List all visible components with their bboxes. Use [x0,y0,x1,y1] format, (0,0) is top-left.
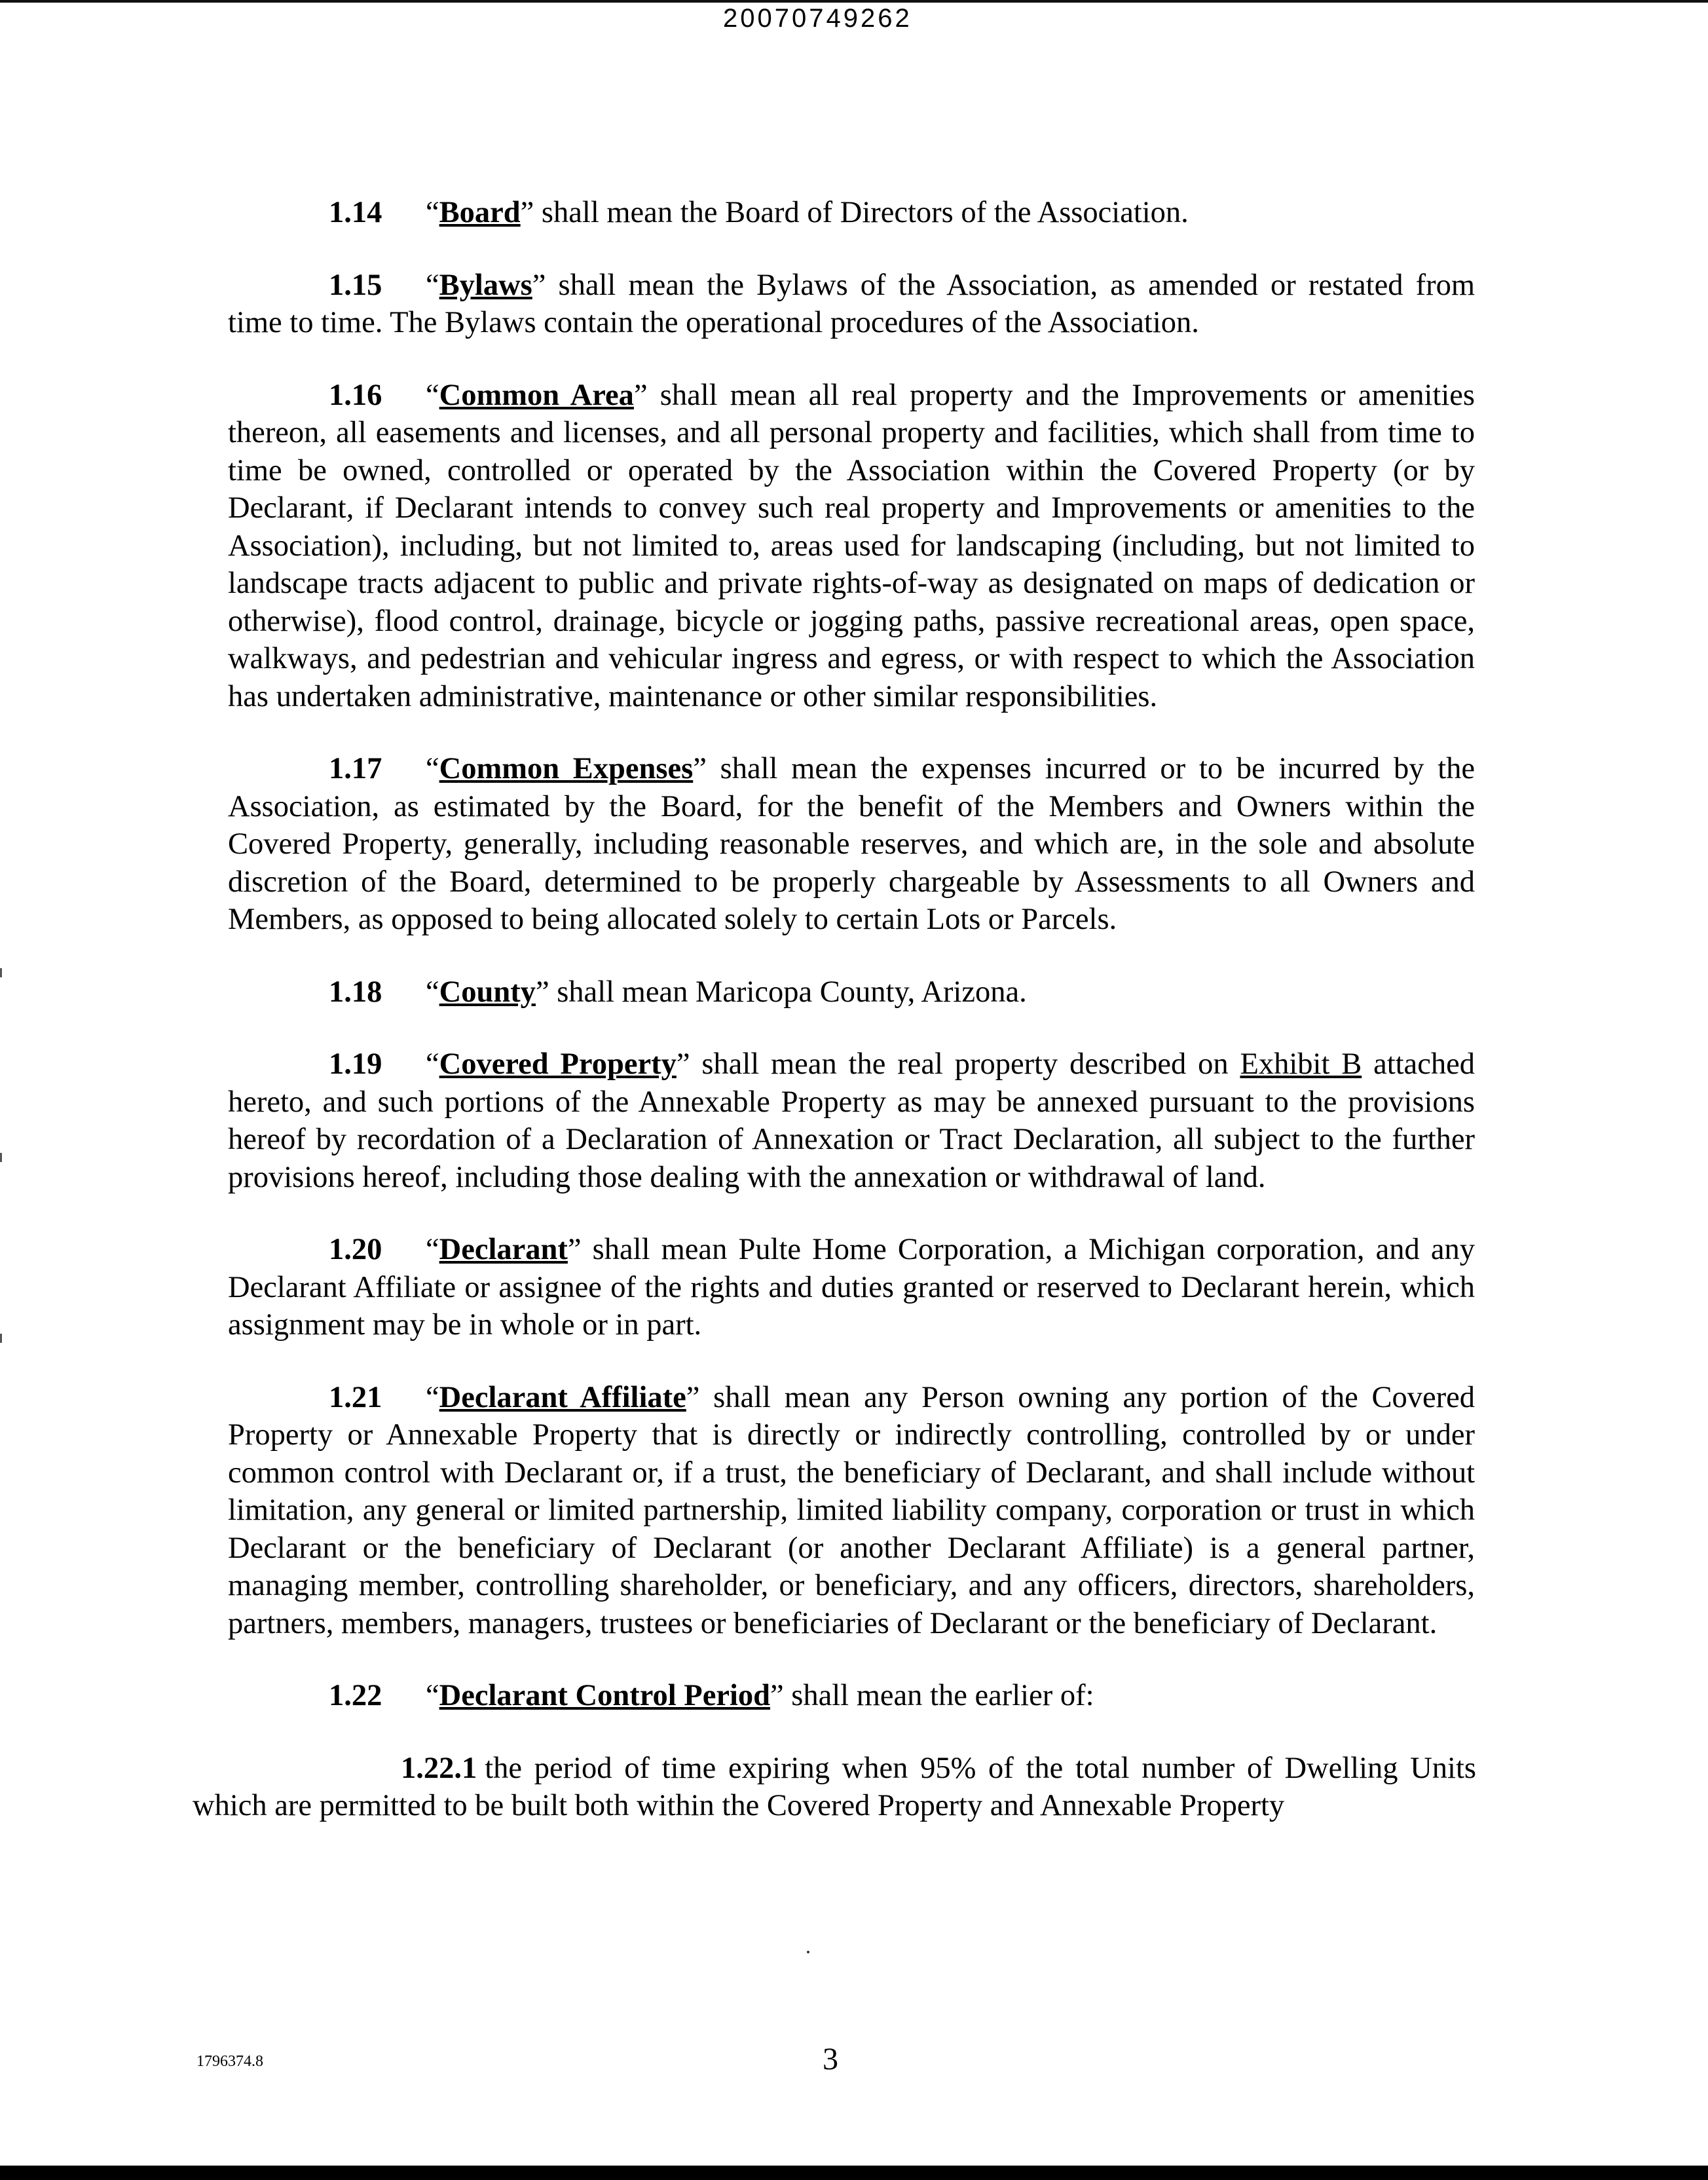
definition-paragraph [228,1231,1475,1344]
scan-top-border [0,0,1708,3]
definition-paragraph [228,750,1475,939]
close-quote: ” [520,196,534,229]
close-quote: ” [567,1233,582,1266]
close-quote: ” [633,378,648,412]
open-quote: “ [426,1047,439,1081]
close-quote: ” [770,1679,784,1712]
definition-paragraph [228,1379,1475,1643]
section-number: 1.19 [329,1047,382,1081]
section-number: 1.21 [329,1380,382,1414]
section-number: 1.20 [329,1233,382,1266]
open-quote: “ [426,1679,439,1712]
section-number: 1.16 [329,378,382,412]
defined-term: Bylaws [439,268,532,302]
close-quote: ” [532,268,546,302]
section-number: 1.14 [329,196,382,229]
subsection-paragraph [193,1750,1476,1825]
open-quote: “ [426,196,439,229]
exhibit-reference: Exhibit B [1240,1047,1362,1081]
definition-paragraph [228,1045,1475,1196]
defined-term: Declarant Control Period [439,1679,771,1712]
subsection-text: the period of time expiring when 95% of the total number of Dwelling Units which are permitted to be built both within the Covered Property and Annexable Property [193,1751,1476,1822]
definition-paragraph [228,973,1475,1011]
definition-text: shall mean all real property and the Improvements or amenities thereon, all easements and licenses, and all personal property and facilities, which shall from time to time be owned, controlled or operated by the Association within the Covered Property (or by Declarant, if Declarant intends to convey such real property and Improvements or amenities to the Association), including, but not limited to, areas used for landscaping (including, but not limited to landscape tracts adjacent to public and private rights-of-way as designated on maps of dedication or otherwise), flood control, drainage, bicycle or jogging paths, passive recreational areas, open space, walkways, and pedestrian and vehicular ingress and egress, or with respect to which the Association has undertaken administrative, maintenance or other similar responsibilities. [228,378,1475,713]
definition-paragraph [228,194,1475,232]
scan-edge-mark [0,1153,2,1162]
definition-text: shall mean Pulte Home Corporation, a Michigan corporation, and any Declarant Affiliate or assignee of the rights and duties granted or reserved to Declarant herein, which assignment may be in whole or in part. [228,1233,1475,1342]
definition-text: shall mean the Board of Directors of the Association. [534,196,1189,229]
close-quote: ” [535,975,549,1009]
scan-top-mark [1045,0,1170,3]
definition-text: shall mean the Bylaws of the Association, as amended or restated from time to time. The Bylaws contain the operational procedures of the Association. [228,268,1475,339]
open-quote: “ [426,752,439,785]
definition-text: shall mean Maricopa County, Arizona. [549,975,1027,1009]
section-number: 1.22 [329,1679,382,1712]
recording-number: 20070749262 [723,4,912,33]
definition-text: shall mean the earlier of: [783,1679,1094,1712]
open-quote: “ [426,1380,439,1414]
defined-term: Common Expenses [439,752,694,785]
defined-term: Declarant Affiliate [439,1380,686,1414]
subsection-number: 1.22.1 [401,1751,477,1785]
scan-bottom-border [0,2166,1708,2180]
definition-text: attached hereto, and such portions of the Annexable Property as may be annexed pursuant to the provisions hereof by recordation of a Declaration of Annexation or Tract Declaration, all subject to the further provisions hereof, including those dealing with the annexation or withdrawal of land. [228,1047,1475,1194]
defined-term: Common Area [439,378,634,412]
footer-document-id: 1796374.8 [196,2053,263,2070]
document-body [193,194,1476,1825]
open-quote: “ [426,1233,439,1266]
defined-term: County [439,975,536,1009]
definition-paragraph [228,377,1475,716]
section-number: 1.17 [329,752,382,785]
open-quote: “ [426,975,439,1009]
section-number: 1.15 [329,268,382,302]
section-number: 1.18 [329,975,382,1009]
defined-term: Declarant [439,1233,568,1266]
definition-paragraph [228,1677,1475,1715]
close-quote: ” [693,752,707,785]
scan-top-mark [1183,0,1223,3]
definition-text: shall mean the real property described on [690,1047,1240,1081]
scan-edge-mark [0,968,2,977]
close-quote: ” [686,1380,700,1414]
close-quote: ” [676,1047,690,1081]
open-quote: “ [426,378,439,412]
definition-text: shall mean the expenses incurred or to be incurred by the Association, as estimated by the Board, for the benefit of the Members and Owners within the Covered Property, generally, including reasonable reserves, and which are, in the sole and absolute discretion of the Board, determined to be properly chargeable by Assessments to all Owners and Members, as opposed to being allocated solely to certain Lots or Parcels. [228,752,1476,936]
defined-term: Covered Property [439,1047,677,1081]
scan-edge-mark [0,1334,2,1343]
definition-text: shall mean any Person owning any portion of the Covered Property or Annexable Property that is directly or indirectly controlling, controlled by or under common control with Declarant or, if a trust, the beneficiary of Declarant, and shall include without limitation, any general or limited partnership, limited liability company, corporation or trust in which Declarant or the beneficiary of Declarant (or another Declarant Affiliate) is a general partner, managing member, controlling shareholder, or beneficiary, and any officers, directors, shareholders, partners, members, managers, trustees or beneficiaries of Declarant or the beneficiary of Declarant. [228,1380,1475,1640]
scan-speck [807,1951,809,1953]
defined-term: Board [439,196,521,229]
page-number: 3 [823,2042,838,2077]
definition-paragraph [228,267,1475,342]
open-quote: “ [426,268,439,302]
